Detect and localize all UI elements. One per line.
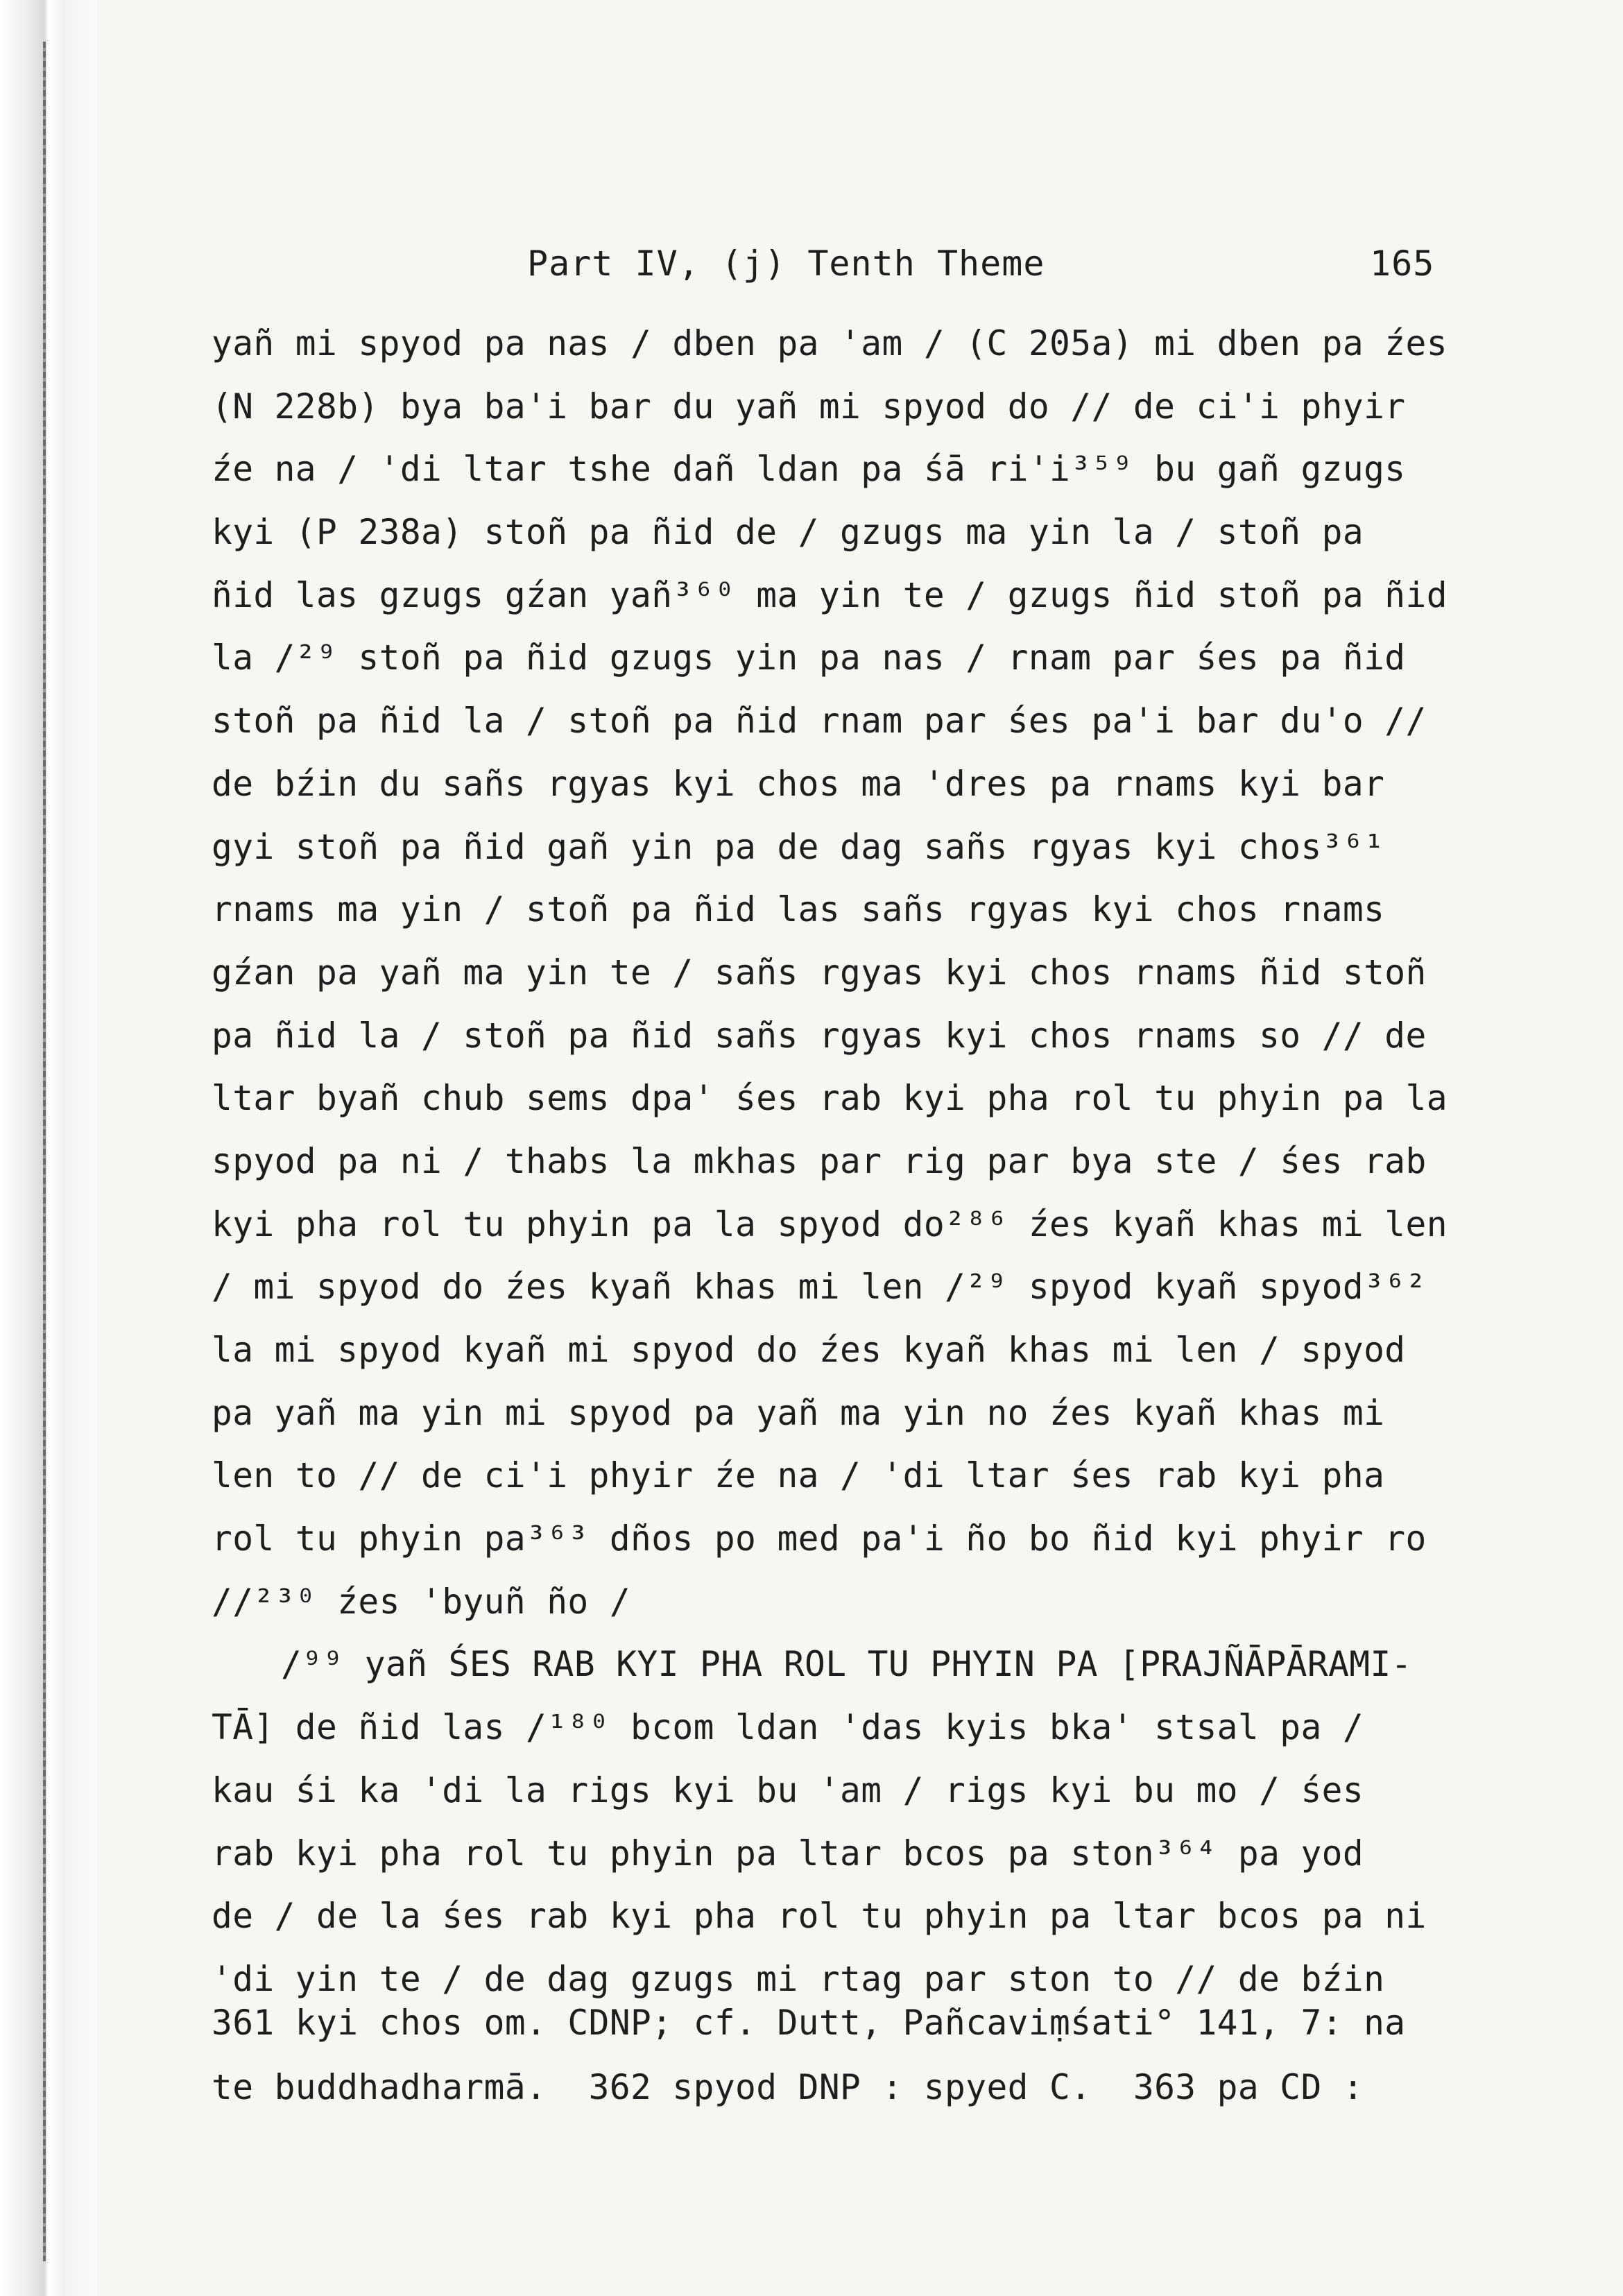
text-line: kau śi ka 'di la rigs kyi bu 'am / rigs kyi bu mo / śes xyxy=(212,1770,1364,1810)
text-line: kyi pha rol tu phyin pa la spyod do²⁸⁶ źes kyañ khas mi len xyxy=(212,1203,1448,1244)
text-line: gyi stoñ pa ñid gañ yin pa de dag sañs rgyas kyi chos³⁶¹ xyxy=(212,826,1385,867)
binding-edge xyxy=(43,42,46,2261)
text-line: de bźin du sañs rgyas kyi chos ma 'dres pa rnams kyi bar xyxy=(212,763,1385,804)
running-header-title: Part IV, (j) Tenth Theme xyxy=(527,243,1045,284)
text-line: 'di yin te / de dag gzugs mi rtag par ston to // de bźin xyxy=(212,1958,1385,1999)
text-line: pa ñid la / stoñ pa ñid sañs rgyas kyi chos rnams so // de xyxy=(212,1015,1427,1056)
text-line: pa yañ ma yin mi spyod pa yañ ma yin no źes kyañ khas mi xyxy=(212,1392,1385,1433)
text-line: źe na / 'di ltar tshe dañ ldan pa śā ri'i³⁵⁹ bu gañ gzugs xyxy=(212,449,1406,490)
text-line: la /²⁹ stoñ pa ñid gzugs yin pa nas / rnam par śes pa ñid xyxy=(212,637,1406,678)
page-number: 165 xyxy=(1370,243,1435,284)
text-line: ltar byañ chub sems dpa' śes rab kyi pha rol tu phyin pa la xyxy=(212,1078,1448,1119)
text-line: stoñ pa ñid la / stoñ pa ñid rnam par śes pa'i bar du'o // xyxy=(212,701,1427,742)
text-line: yañ mi spyod pa nas / dben pa 'am / (C 205a) mi dben pa źes xyxy=(212,323,1448,363)
text-line: la mi spyod kyañ mi spyod do źes kyañ khas mi len / spyod xyxy=(212,1330,1406,1370)
text-line: ñid las gzugs gźan yañ³⁶⁰ ma yin te / gzugs ñid stoñ pa ñid xyxy=(212,574,1448,615)
text-line: //²³⁰ źes 'byuñ ño / xyxy=(212,1581,631,1622)
text-line: de / de la śes rab kyi pha rol tu phyin pa ltar bcos pa ni xyxy=(212,1896,1427,1937)
text-line: / mi spyod do źes kyañ khas mi len /²⁹ spyod kyañ spyod³⁶² xyxy=(212,1267,1427,1308)
text-line: rol tu phyin pa³⁶³ dños po med pa'i ño bo ñid kyi phyir ro xyxy=(212,1518,1427,1559)
text-line: spyod pa ni / thabs la mkhas par rig par bya ste / śes rab xyxy=(212,1140,1427,1181)
book-binding-shadow xyxy=(0,0,97,2296)
text-line: len to // de ci'i phyir źe na / 'di ltar śes rab kyi pha xyxy=(212,1455,1385,1496)
footnote-line: te buddhadharmā. 362 spyod DNP : spyed C. 363 pa CD : xyxy=(212,2067,1364,2107)
text-line: rnams ma yin / stoñ pa ñid las sañs rgyas kyi chos rnams xyxy=(212,889,1385,930)
main-text-block xyxy=(212,312,1515,2011)
text-line: rab kyi pha rol tu phyin pa ltar bcos pa ston³⁶⁴ pa yod xyxy=(212,1833,1364,1874)
text-line: TĀ] de ñid las /¹⁸⁰ bcom ldan 'das kyis bka' stsal pa / xyxy=(212,1707,1364,1748)
text-line: (N 228b) bya ba'i bar du yañ mi spyod do // de ci'i phyir xyxy=(212,386,1406,427)
footnote-line: 361 kyi chos om. CDNP; cf. Dutt, Pañcaviṃśati° 141, 7: na xyxy=(212,2003,1406,2043)
text-line: gźan pa yañ ma yin te / sañs rgyas kyi chos rnams ñid stoñ xyxy=(212,952,1427,993)
text-line: kyi (P 238a) stoñ pa ñid de / gzugs ma yin la / stoñ pa xyxy=(212,512,1364,553)
paragraph-start-line: /⁹⁹ yañ ŚES RAB KYI PHA ROL TU PHYIN PA [PRAJÑĀPĀRAMI- xyxy=(281,1644,1412,1685)
footnotes-block xyxy=(212,1991,1515,2120)
